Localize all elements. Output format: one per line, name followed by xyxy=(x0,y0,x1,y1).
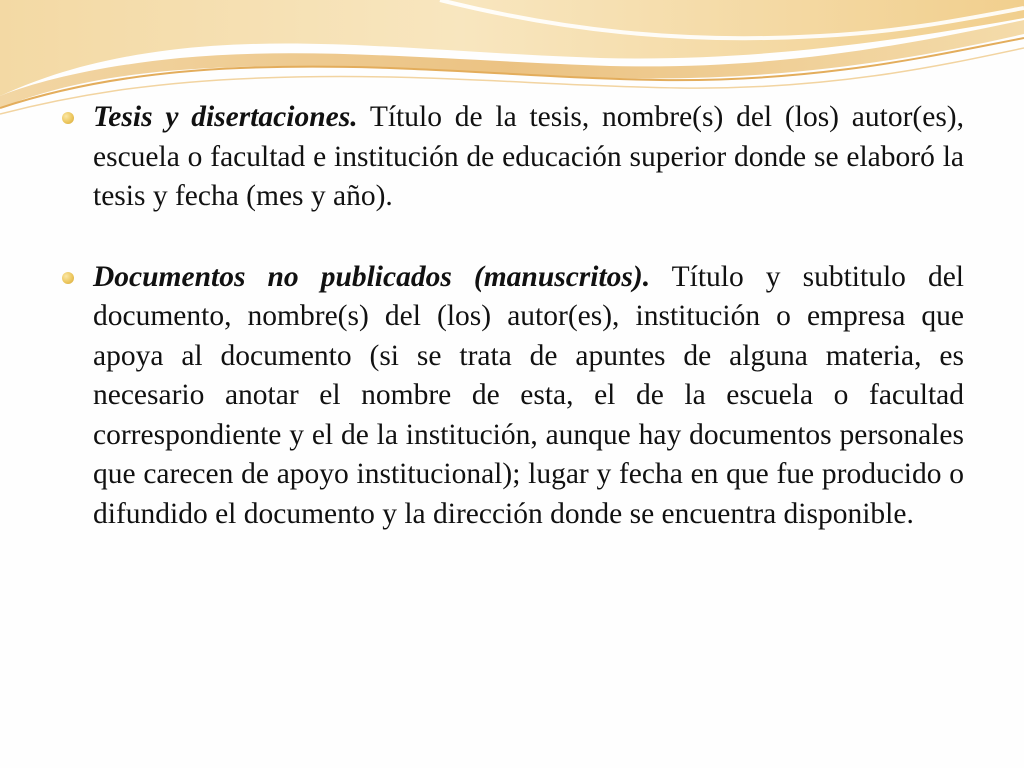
bullet-body-tesis: Título de la tesis, nombre(s) del (los) autor(es), escuela o facultad e institución de educación superior donde se elaboró la tesis y fecha (mes y año). xyxy=(93,101,964,212)
bullet-body-documentos: Título y subtitulo del documento, nombre(s) del (los) autor(es), institución o empresa que apoya al documento (si se trata de apuntes de alguna materia, es necesario anotar el nombre de esta, el de la escuela o facultad correspondiente y el de la institución, aunque hay documentos personales que carecen de apoyo institucional); lugar y fecha en que fue producido o difundido el documento y la dirección donde se encuentra disponible. xyxy=(93,260,964,530)
bullet-list xyxy=(62,98,964,534)
bullet-lead-documentos: Documentos no publicados (manuscritos). xyxy=(93,260,651,293)
bullet-item-documentos xyxy=(62,258,964,535)
bullet-item-tesis xyxy=(62,98,964,217)
bullet-dot-icon xyxy=(62,272,74,284)
bullet-dot-icon xyxy=(62,112,74,124)
bullet-lead-tesis: Tesis y disertaciones. xyxy=(93,101,358,133)
